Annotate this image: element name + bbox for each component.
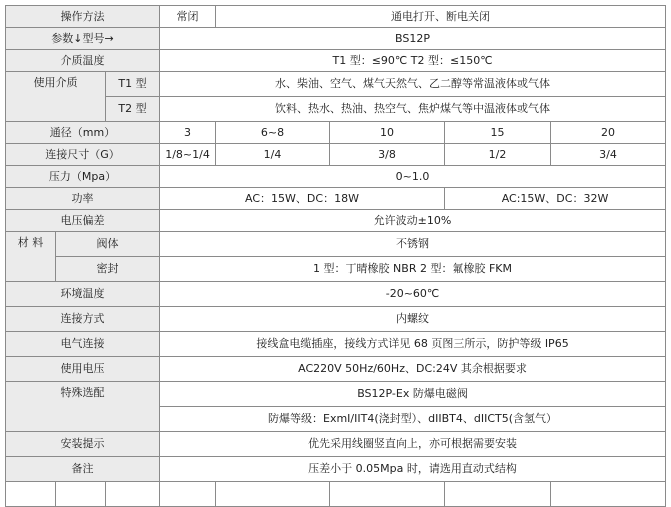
diameter-value: 6~8: [216, 122, 330, 144]
thread-label: 连接尺寸（G）: [6, 144, 160, 166]
thread-value: 1/4: [216, 144, 330, 166]
supply-voltage-value: AC220V 50Hz/60Hz、DC:24V 其余根据要求: [160, 357, 666, 382]
thread-value: 1/2: [445, 144, 551, 166]
power-small: AC：15W、DC：18W: [160, 188, 445, 210]
power-large: AC:15W、DC：32W: [445, 188, 666, 210]
row-model: [6, 28, 666, 50]
medium-t1-label: T1 型: [106, 72, 160, 97]
diameter-value: 10: [330, 122, 445, 144]
model-value: BS12P: [160, 28, 666, 50]
install-label: 安装提示: [6, 432, 160, 457]
row-diameter: [6, 122, 666, 144]
row-medium-temp: [6, 50, 666, 72]
pressure-label: 压力（Mpa）: [6, 166, 160, 188]
pressure-value: 0~1.0: [160, 166, 666, 188]
thread-value: 3/8: [330, 144, 445, 166]
install-value: 优先采用线圈竖直向上，亦可根据需要安装: [160, 432, 666, 457]
medium-temp-label: 介质温度: [6, 50, 160, 72]
row-medium-t1: [6, 72, 666, 97]
special-line1: BS12P-Ex 防爆电磁阀: [160, 382, 666, 407]
special-label: 特殊选配: [6, 382, 160, 432]
row-power: [6, 188, 666, 210]
power-label: 功率: [6, 188, 160, 210]
voltage-dev-value: 允许波动±10%: [160, 210, 666, 232]
material-label: 材 料: [6, 232, 56, 282]
row-voltage-dev: [6, 210, 666, 232]
row-operation: [6, 6, 666, 28]
material-seal-value: 1 型：丁晴橡胶 NBR 2 型：氟橡胶 FKM: [160, 257, 666, 282]
material-body-label: 阀体: [56, 232, 160, 257]
env-temp-value: -20~60℃: [160, 282, 666, 307]
blank-cell: [551, 482, 666, 507]
row-pressure: [6, 166, 666, 188]
row-supply-voltage: [6, 357, 666, 382]
row-env-temp: [6, 282, 666, 307]
blank-cell: [445, 482, 551, 507]
env-temp-label: 环境温度: [6, 282, 160, 307]
voltage-dev-label: 电压偏差: [6, 210, 160, 232]
electrical-label: 电气连接: [6, 332, 160, 357]
medium-t1-value: 水、柴油、空气、煤气天然气、乙二醇等常温液体或气体: [160, 72, 666, 97]
electrical-value: 接线盒电缆插座，接线方式详见 68 页图三所示，防护等级 IP65: [160, 332, 666, 357]
blank-cell: [6, 482, 56, 507]
blank-cell: [56, 482, 106, 507]
medium-t2-value: 饮料、热水、热油、热空气、焦炉煤气等中温液体或气体: [160, 97, 666, 122]
connection-value: 内螺纹: [160, 307, 666, 332]
row-connection: [6, 307, 666, 332]
row-blank: [6, 482, 666, 507]
blank-cell: [330, 482, 445, 507]
medium-label: 使用介质: [6, 72, 106, 122]
note-label: 备注: [6, 457, 160, 482]
material-body-value: 不锈钢: [160, 232, 666, 257]
operation-desc: 通电打开、断电关闭: [216, 6, 666, 28]
row-install: [6, 432, 666, 457]
row-thread: [6, 144, 666, 166]
row-material-seal: [6, 257, 666, 282]
medium-temp-value: T1 型：≤90℃ T2 型：≤150℃: [160, 50, 666, 72]
connection-label: 连接方式: [6, 307, 160, 332]
diameter-value: 3: [160, 122, 216, 144]
row-special-1: [6, 382, 666, 407]
operation-label: 操作方法: [6, 6, 160, 28]
model-label: 参数↓型号→: [6, 28, 160, 50]
operation-type: 常闭: [160, 6, 216, 28]
diameter-value: 15: [445, 122, 551, 144]
note-value: 压差小于 0.05Mpa 时，请选用直动式结构: [160, 457, 666, 482]
diameter-value: 20: [551, 122, 666, 144]
material-seal-label: 密封: [56, 257, 160, 282]
supply-voltage-label: 使用电压: [6, 357, 160, 382]
spec-table: [5, 5, 666, 507]
row-electrical: [6, 332, 666, 357]
blank-cell: [106, 482, 160, 507]
blank-cell: [160, 482, 216, 507]
row-material-body: [6, 232, 666, 257]
thread-value: 1/8~1/4: [160, 144, 216, 166]
diameter-label: 通径（mm）: [6, 122, 160, 144]
medium-t2-label: T2 型: [106, 97, 160, 122]
special-line2: 防爆等级：ExmI/IIT4(浇封型）、dIIBT4、dIICT5(含氢气）: [160, 407, 666, 432]
thread-value: 3/4: [551, 144, 666, 166]
blank-cell: [216, 482, 330, 507]
